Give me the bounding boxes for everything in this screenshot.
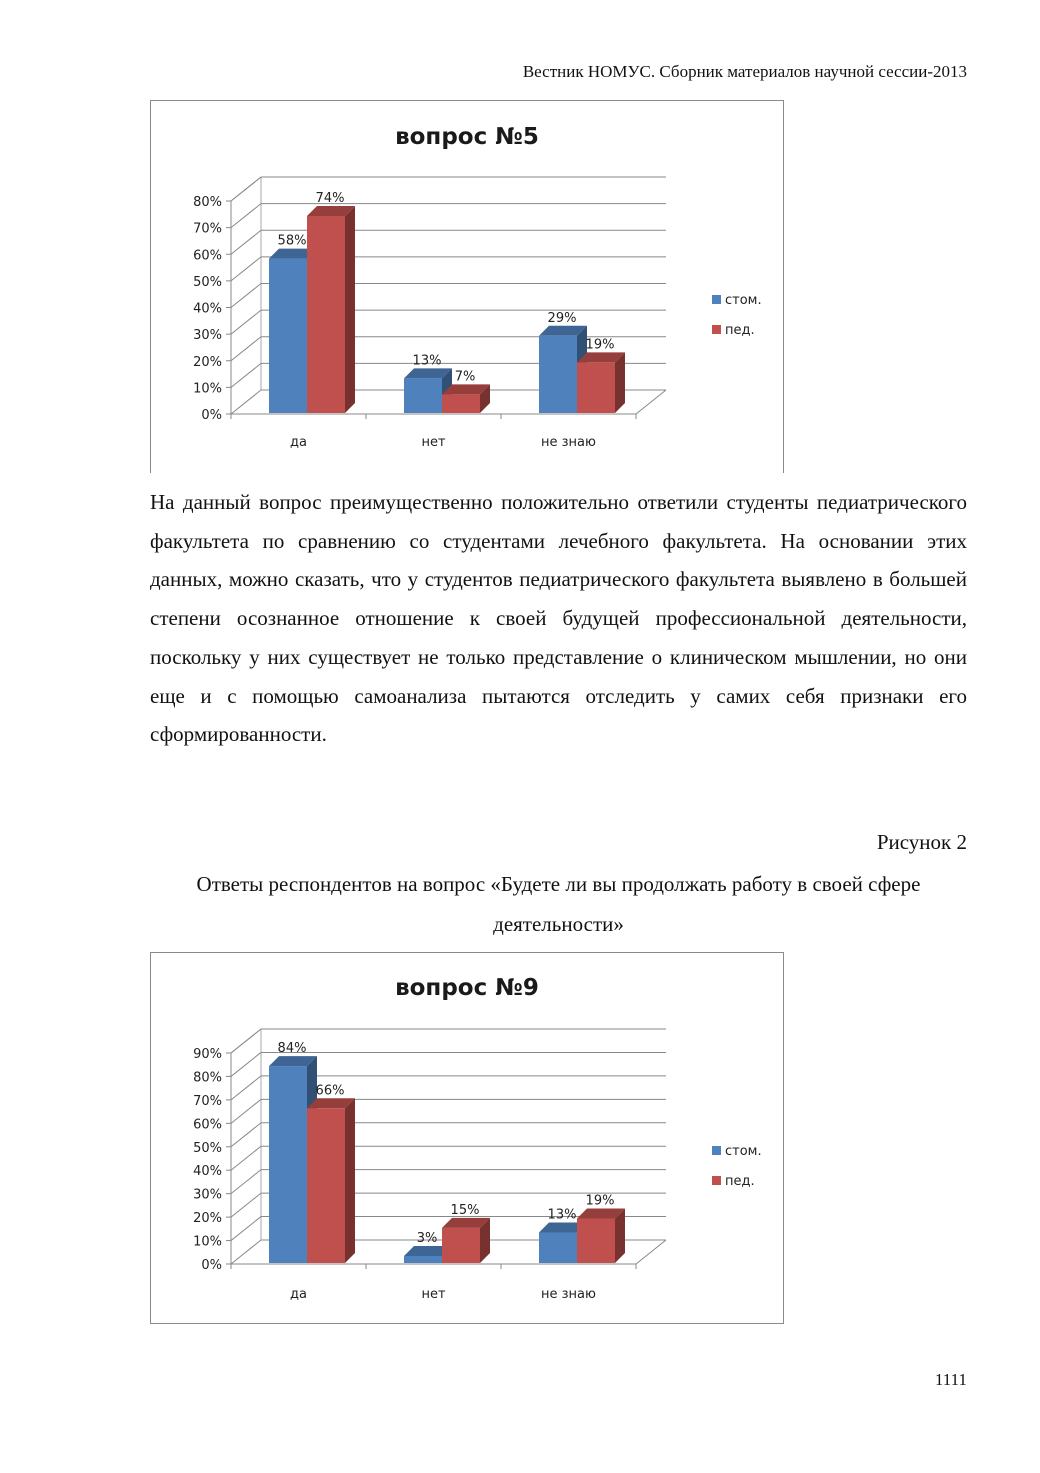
y-tick-label: 40% [193, 1164, 222, 1180]
gridline-diagonal [231, 230, 261, 254]
legend-label: стом. [725, 293, 762, 308]
data-label: 29% [547, 310, 577, 326]
chart-title: вопрос №5 [395, 124, 539, 150]
gridline-diagonal [231, 390, 261, 414]
legend-label: пед. [725, 323, 755, 338]
bar-side [345, 1098, 355, 1263]
y-tick-label: 80% [193, 1070, 222, 1086]
journal-header: Вестник НОМУС. Сборник материалов научной сессии-2013 [522, 62, 967, 81]
y-tick-label: 30% [193, 328, 222, 344]
bar-front [442, 394, 480, 413]
x-category-label: не знаю [541, 435, 596, 450]
bar-side [345, 206, 355, 413]
data-label: 13% [547, 1207, 577, 1223]
floor-right-edge [636, 390, 666, 414]
gridline-diagonal [231, 1240, 261, 1264]
data-label: 7% [454, 369, 476, 385]
y-tick-label: 80% [193, 195, 222, 210]
gridline-diagonal [231, 363, 261, 387]
legend-swatch [712, 1176, 721, 1185]
chart-question-9 [150, 952, 784, 1324]
gridline-diagonal [231, 1052, 261, 1076]
gridline-diagonal [231, 1029, 261, 1053]
data-label: 84% [277, 1041, 307, 1057]
chart-title: вопрос №9 [395, 975, 539, 1001]
body-paragraph [150, 483, 967, 754]
x-category-label: нет [421, 435, 446, 450]
bar-front [269, 1066, 307, 1263]
legend-label: пед. [725, 1174, 755, 1189]
y-tick-label: 40% [193, 301, 222, 317]
data-label: 74% [315, 190, 345, 206]
bar-front [539, 336, 577, 413]
bar-пед.-не знаю [577, 1208, 625, 1263]
chart-question-5 [150, 100, 784, 473]
gridline-diagonal [231, 1123, 261, 1147]
y-tick-label: 20% [193, 354, 222, 370]
y-tick-label: 0% [201, 408, 222, 423]
data-label: 13% [412, 353, 442, 369]
plot-area [193, 177, 666, 450]
y-tick-label: 20% [193, 1211, 222, 1227]
y-tick-label: 50% [193, 1140, 222, 1156]
bar-front [577, 362, 615, 413]
gridline-diagonal [231, 284, 261, 308]
gridline-diagonal [231, 1170, 261, 1194]
x-category-label: не знаю [541, 1287, 596, 1302]
bar-пед.-не знаю [577, 352, 625, 413]
y-tick-label: 50% [193, 274, 222, 290]
legend-swatch [712, 295, 721, 304]
data-label: 58% [277, 233, 307, 249]
bar-пед.-да [307, 1098, 355, 1263]
data-label: 19% [585, 337, 615, 353]
bar-front [307, 1108, 345, 1263]
bar-front [539, 1233, 577, 1263]
bar-front [404, 378, 442, 413]
legend-label: стом. [725, 1144, 762, 1159]
x-category-label: да [290, 1287, 307, 1302]
data-label: 66% [315, 1083, 345, 1099]
bar-пед.-нет [442, 384, 490, 413]
y-tick-label: 70% [193, 1093, 222, 1109]
figure-caption: Ответы респондентов на вопрос «Будете ли вы продолжать работу в своей сфере деятельности» [196, 872, 921, 936]
bar-front [307, 216, 345, 413]
body-text: На данный вопрос преимущественно положительно ответили студенты педиатрического факультета по сравнению со студентами лечебного факультета. На основании этих данных, можно сказать, что у студентов педиатрического факультета выявлено в большей степени осознанное отношение к своей будущей профессиональной деятельности, поскольку у них существует не только представление о клиническом мышлении, но они еще и с помощью самоанализа пытаются отследить у самих себя признаки его сформированности. [150, 490, 967, 747]
chart-question-9-svg [151, 953, 783, 1323]
data-label: 19% [585, 1193, 615, 1209]
legend-swatch [712, 325, 721, 334]
gridline-diagonal [231, 1099, 261, 1123]
y-tick-label: 30% [193, 1187, 222, 1203]
bar-side [615, 352, 625, 413]
y-tick-label: 70% [193, 221, 222, 237]
y-tick-label: 60% [193, 1117, 222, 1133]
gridline-diagonal [231, 204, 261, 228]
y-tick-label: 0% [201, 1258, 222, 1273]
gridline-diagonal [231, 337, 261, 361]
y-tick-label: 10% [193, 1234, 222, 1250]
gridline-diagonal [231, 1146, 261, 1170]
gridline-diagonal [231, 177, 261, 201]
gridline-diagonal [231, 257, 261, 281]
bar-front [577, 1218, 615, 1263]
floor-right-edge [636, 1240, 666, 1264]
bar-пед.-да [307, 206, 355, 413]
y-tick-label: 60% [193, 248, 222, 264]
bar-front [442, 1228, 480, 1263]
y-tick-label: 10% [193, 381, 222, 397]
gridline-diagonal [231, 1217, 261, 1241]
chart-question-5-svg [151, 101, 783, 473]
y-tick-label: 90% [193, 1047, 222, 1062]
bar-пед.-нет [442, 1218, 490, 1263]
x-category-label: да [290, 435, 307, 450]
data-label: 15% [450, 1202, 480, 1218]
gridline-diagonal [231, 1076, 261, 1100]
data-label: 3% [416, 1230, 438, 1246]
gridline-diagonal [231, 310, 261, 334]
legend-swatch [712, 1146, 721, 1155]
bar-front [404, 1256, 442, 1263]
plot-area [193, 1029, 666, 1302]
x-category-label: нет [421, 1287, 446, 1302]
bar-front [269, 259, 307, 413]
figure-label: Рисунок 2 [876, 830, 967, 854]
page-number: 1111 [934, 1370, 967, 1389]
gridline-diagonal [231, 1193, 261, 1217]
